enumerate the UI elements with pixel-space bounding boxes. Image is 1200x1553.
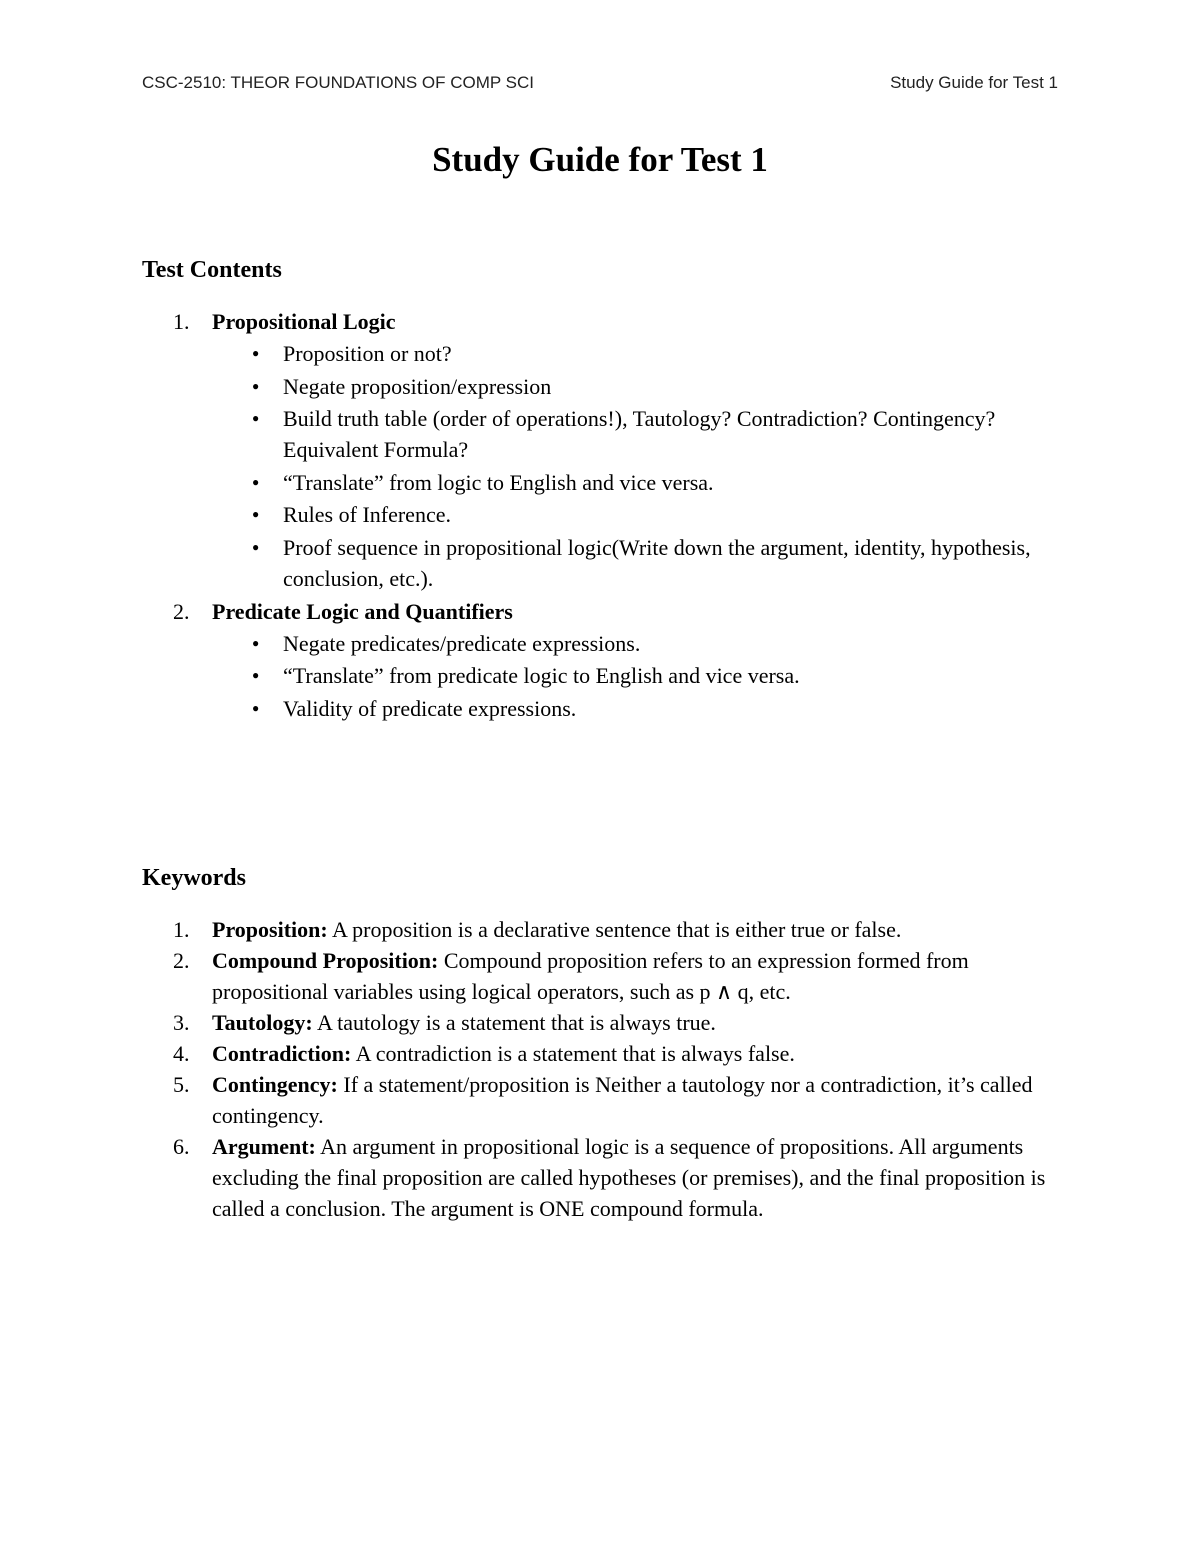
keyword-item	[142, 1038, 1072, 1069]
topic-title: Propositional Logic	[212, 309, 396, 334]
keyword-definition: A tautology is a statement that is always true.	[312, 1010, 716, 1035]
keyword-term: Tautology:	[212, 1010, 313, 1035]
keyword-term: Proposition:	[212, 917, 328, 942]
keyword-item	[142, 1007, 1072, 1038]
keyword-number: 2.	[173, 948, 190, 973]
bullet-item: ● Proof sequence in propositional logic(Write down the argument, identity, hypothesis, conclusion, etc.).	[212, 532, 1072, 594]
bullet-item: ● Validity of predicate expressions.	[212, 693, 1072, 724]
bullet-item: ● “Translate” from logic to English and vice versa.	[212, 467, 1072, 498]
bullet-item: ● Negate predicates/predicate expressions.	[212, 628, 1072, 659]
keywords-section	[142, 914, 1072, 1224]
keyword-item	[142, 945, 1072, 1007]
page-title: Study Guide for Test 1	[432, 140, 768, 179]
keyword-number: 3.	[173, 1010, 190, 1035]
keyword-definition: Compound proposition refers to an expression formed from propositional variables using logical operators, such as p ∧ q, etc.	[212, 948, 969, 1004]
keyword-definition: A proposition is a declarative sentence that is either true or false.	[327, 917, 902, 942]
topic-bullet-list	[212, 628, 1072, 724]
keyword-term: Contradiction:	[212, 1041, 352, 1066]
keyword-definition: If a statement/proposition is Neither a tautology nor a contradiction, it’s called contingency.	[212, 1072, 1033, 1128]
keyword-definition: An argument in propositional logic is a sequence of propositions. All arguments excluding the final proposition are called hypotheses (or premises), and the final proposition is called a conclusion. The argument is ONE compound formula.	[212, 1134, 1046, 1221]
keyword-number: 6.	[173, 1134, 190, 1159]
keyword-item	[142, 1131, 1072, 1224]
topic-number: 1.	[173, 309, 190, 334]
header-course: CSC-2510: THEOR FOUNDATIONS OF COMP SCI	[142, 73, 535, 92]
topic-title: Predicate Logic and Quantifiers	[212, 598, 513, 624]
keyword-term: Argument:	[212, 1134, 316, 1159]
bullet-item: ● Rules of Inference.	[212, 499, 1072, 530]
keyword-number: 1.	[173, 917, 190, 942]
topic-number: 2.	[173, 598, 190, 624]
topic-item	[142, 596, 1072, 724]
bullet-item: ● Proposition or not?	[212, 338, 1072, 369]
bullet-item: ● “Translate” from predicate logic to English and vice versa.	[212, 660, 1072, 691]
keyword-term: Contingency:	[212, 1072, 338, 1097]
header-doc-label: Study Guide for Test 1	[890, 73, 1058, 92]
test-contents-section	[142, 306, 1072, 726]
keyword-item	[142, 914, 1072, 945]
topic-item	[142, 306, 1072, 594]
keyword-item	[142, 1069, 1072, 1131]
keyword-list	[142, 914, 1072, 1224]
keyword-number: 5.	[173, 1072, 190, 1097]
test-contents-heading: Test Contents	[142, 257, 282, 283]
keywords-heading: Keywords	[142, 865, 246, 891]
bullet-item: ● Build truth table (order of operations!), Tautology? Contradiction? Contingency? Equivalent Formula?	[212, 403, 1072, 465]
topic-list	[142, 306, 1072, 724]
keyword-number: 4.	[173, 1041, 190, 1066]
keyword-term: Compound Proposition:	[212, 948, 439, 973]
topic-bullet-list	[212, 338, 1072, 594]
bullet-item: ● Negate proposition/expression	[212, 371, 1072, 402]
keyword-definition: A contradiction is a statement that is always false.	[351, 1041, 795, 1066]
